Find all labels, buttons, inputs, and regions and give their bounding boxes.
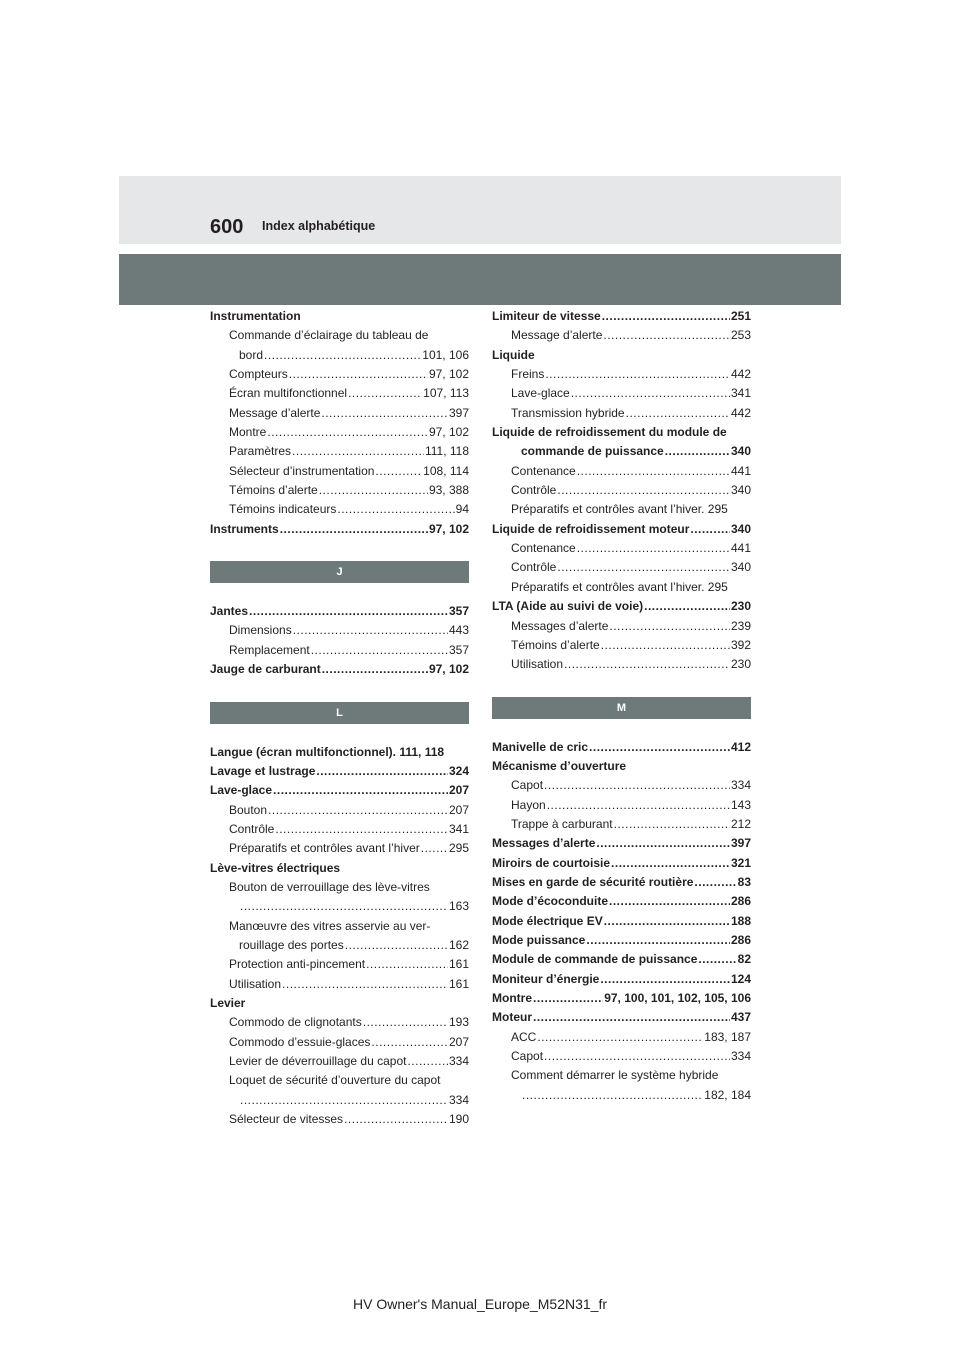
index-entry-pages: 161 xyxy=(448,957,469,972)
index-entry-term: Lave-glace xyxy=(511,386,570,401)
index-entry xyxy=(210,500,469,519)
index-entry xyxy=(210,307,469,326)
index-entry xyxy=(210,1033,469,1052)
index-entry-term: Levier xyxy=(210,995,246,1010)
index-entry xyxy=(210,994,469,1013)
dot-leader xyxy=(609,892,730,911)
index-entry xyxy=(492,481,751,500)
index-entry xyxy=(492,776,751,795)
dot-leader xyxy=(537,1028,703,1047)
index-entry-term: Module de commande de puissance xyxy=(492,952,698,967)
section-gap xyxy=(210,680,469,702)
index-entry-pages: 94 xyxy=(455,502,469,517)
index-entry xyxy=(210,442,469,461)
index-entry-term: Témoins d’alerte xyxy=(229,483,318,498)
dot-leader xyxy=(311,641,448,660)
index-entry-term: Liquide xyxy=(492,347,535,362)
index-entry-pages: 190 xyxy=(448,1112,469,1127)
index-column-left xyxy=(210,307,469,1129)
index-entry-pages: 334 xyxy=(448,1092,469,1107)
section-gap xyxy=(210,724,469,743)
dot-leader xyxy=(322,660,428,679)
index-entry-term: Manivelle de cric xyxy=(492,739,589,754)
index-entry-term: Capot xyxy=(511,1049,544,1064)
index-entry xyxy=(210,326,469,345)
dot-leader xyxy=(533,1008,730,1027)
index-entry xyxy=(210,641,469,660)
index-entry-term: Sélecteur d’instrumentation xyxy=(229,463,375,478)
dot-leader xyxy=(371,1033,448,1052)
index-entry-pages: 161 xyxy=(448,976,469,991)
dot-leader xyxy=(609,617,730,636)
index-entry-term: Miroirs de courtoisie xyxy=(492,855,611,870)
index-entry-pages: 286 xyxy=(730,932,751,947)
index-entry-term: Langue (écran multifonctionnel). 111, 118 xyxy=(210,744,445,759)
dot-leader xyxy=(690,520,730,539)
index-entry xyxy=(492,931,751,950)
index-entry-pages: 397 xyxy=(448,405,469,420)
dot-leader xyxy=(267,423,428,442)
index-entry xyxy=(492,384,751,403)
index-entry xyxy=(492,796,751,815)
index-entry xyxy=(492,757,751,776)
index-entry-pages: 97, 102 xyxy=(428,521,469,536)
index-entry-term: Lave-glace xyxy=(210,783,273,798)
index-entry-term: LTA (Aide au suivi de voie) xyxy=(492,599,644,614)
index-entry-term: Liquide de refroidissement moteur xyxy=(492,521,690,536)
index-entry xyxy=(492,500,751,519)
index-entry-pages: 107, 113 xyxy=(423,386,469,401)
index-entry-term: Sélecteur de vitesses xyxy=(229,1112,344,1127)
dot-leader xyxy=(547,796,730,815)
index-entry xyxy=(210,423,469,442)
dot-leader xyxy=(344,1110,448,1129)
index-entry-pages: 207 xyxy=(448,1034,469,1049)
dot-leader xyxy=(577,539,730,558)
dot-leader xyxy=(275,820,448,839)
section-gap xyxy=(210,583,469,602)
dot-leader xyxy=(694,873,736,892)
index-entry-pages: 321 xyxy=(730,855,751,870)
index-entry xyxy=(492,834,751,853)
dot-leader xyxy=(626,404,730,423)
index-entry-term: Jauge de carburant xyxy=(210,662,321,677)
index-entry xyxy=(210,839,469,858)
index-entry-pages: 93, 388 xyxy=(428,483,469,498)
index-entry-term: Préparatifs et contrôles avant l’hiver. 295 xyxy=(511,502,728,517)
dot-leader xyxy=(644,597,730,616)
index-entry-term: Paramètres xyxy=(229,444,292,459)
index-entry-term: Contenance xyxy=(511,463,576,478)
index-entry-pages: 412 xyxy=(730,739,751,754)
index-column-right xyxy=(492,307,751,1105)
index-entry-pages: 397 xyxy=(730,836,751,851)
index-entry-term: ACC xyxy=(511,1029,537,1044)
index-entry xyxy=(210,462,469,481)
index-entry xyxy=(210,801,469,820)
index-entry-term: Mises en garde de sécurité routière xyxy=(492,874,694,889)
index-entry xyxy=(492,617,751,636)
index-entry-term: Mode électrique EV xyxy=(492,913,603,928)
index-entry xyxy=(210,384,469,403)
index-entry-term: commande de puissance xyxy=(521,444,664,459)
index-entry-pages: 162 xyxy=(448,937,469,952)
index-entry xyxy=(492,636,751,655)
section-gap xyxy=(492,675,751,697)
dot-leader xyxy=(544,1047,730,1066)
index-entry xyxy=(492,912,751,931)
dot-leader xyxy=(240,897,448,916)
index-entry-term: Transmission hybride xyxy=(511,405,625,420)
index-entry-pages: 207 xyxy=(448,802,469,817)
index-entry-term: bord xyxy=(239,347,264,362)
dot-leader xyxy=(596,834,730,853)
index-entry xyxy=(492,346,751,365)
index-entry xyxy=(210,602,469,621)
index-entry-pages: 392 xyxy=(730,637,751,652)
index-entry-term: Préparatifs et contrôles avant l’hiver xyxy=(229,841,420,856)
index-entry-term: Mode d’écoconduite xyxy=(492,894,609,909)
index-entry xyxy=(492,442,751,461)
index-entry-term: Comment démarrer le système hybride xyxy=(511,1068,719,1083)
index-entry-term: Loquet de sécurité d’ouverture du capot xyxy=(229,1073,441,1088)
index-entry-term: Instrumentation xyxy=(210,309,301,323)
dot-leader xyxy=(604,912,730,931)
index-entry-term: Levier de déverrouillage du capot xyxy=(229,1054,407,1068)
index-entry xyxy=(210,878,469,897)
dot-leader xyxy=(292,442,424,461)
index-entry xyxy=(492,520,751,539)
index-entry-pages: 212 xyxy=(730,816,751,831)
dot-leader xyxy=(337,500,454,519)
index-entry-term: Messages d’alerte xyxy=(492,836,596,851)
index-entry xyxy=(210,346,469,365)
dot-leader xyxy=(264,346,421,365)
index-entry xyxy=(492,892,751,911)
index-entry xyxy=(492,1047,751,1066)
index-entry-term: Lève-vitres électriques xyxy=(210,860,341,875)
index-entry xyxy=(210,1091,469,1110)
dot-leader xyxy=(601,636,730,655)
letter-section-header: M xyxy=(492,697,751,719)
index-entry xyxy=(492,404,751,423)
index-entry-pages: 340 xyxy=(730,521,751,536)
letter-section-header: J xyxy=(210,561,469,583)
index-entry-term: Mode puissance xyxy=(492,932,586,947)
dot-leader xyxy=(321,404,448,423)
index-entry xyxy=(492,1086,751,1105)
dot-leader xyxy=(614,815,730,834)
dot-leader xyxy=(545,365,730,384)
index-entry-pages: 443 xyxy=(448,623,469,638)
index-entry xyxy=(210,781,469,800)
index-entry xyxy=(492,738,751,757)
dot-leader xyxy=(345,936,448,955)
index-entry-term: Instruments xyxy=(210,521,279,536)
dot-leader xyxy=(557,481,730,500)
index-entry-pages: 442 xyxy=(730,367,751,382)
index-entry xyxy=(210,481,469,500)
index-entry-term: Jantes xyxy=(210,604,249,619)
dot-leader xyxy=(698,950,736,969)
index-entry xyxy=(210,743,469,762)
index-entry xyxy=(492,1008,751,1027)
index-entry xyxy=(492,1066,751,1085)
index-entry xyxy=(210,1110,469,1129)
index-entry-pages: 83 xyxy=(737,874,751,889)
index-entry-pages: 340 xyxy=(730,483,751,498)
index-entry-pages: 124 xyxy=(730,971,751,986)
index-entry-pages: 82 xyxy=(737,952,751,967)
index-entry xyxy=(492,655,751,674)
dot-leader xyxy=(375,462,422,481)
index-entry xyxy=(210,859,469,878)
index-entry-pages: 442 xyxy=(730,405,751,420)
dot-leader xyxy=(319,481,428,500)
index-entry-pages: 230 xyxy=(730,599,751,614)
index-entry-term: Dimensions xyxy=(229,623,292,638)
dot-leader xyxy=(249,602,448,621)
index-entry xyxy=(210,520,469,539)
index-entry xyxy=(492,989,751,1008)
index-entry xyxy=(210,621,469,640)
index-entry-term: Montre xyxy=(229,425,267,440)
dot-leader xyxy=(289,365,428,384)
index-entry-pages: 251 xyxy=(730,309,751,323)
dot-leader xyxy=(363,1013,448,1032)
index-entry-term: Commodo d’essuie-glaces xyxy=(229,1034,371,1049)
dot-leader xyxy=(366,955,448,974)
index-entry-term: Liquide de refroidissement du module de xyxy=(492,425,727,440)
index-entry xyxy=(492,307,751,326)
dot-leader xyxy=(421,839,448,858)
index-entry xyxy=(492,423,751,442)
dot-leader xyxy=(522,1086,703,1105)
index-entry-term: Bouton de verrouillage des lève-vitres xyxy=(229,879,430,894)
index-entry xyxy=(210,955,469,974)
index-entry-term: Contrôle xyxy=(229,821,275,836)
dot-leader xyxy=(603,326,730,345)
dot-leader xyxy=(293,621,448,640)
index-entry-pages: 97, 100, 101, 102, 105, 106 xyxy=(604,991,751,1005)
index-entry-pages: 97, 102 xyxy=(428,425,469,440)
index-entry xyxy=(492,365,751,384)
index-entry xyxy=(210,1052,469,1071)
section-title: Index alphabétique xyxy=(262,219,376,233)
index-entry-term: Témoins d’alerte xyxy=(511,637,600,652)
dot-leader xyxy=(280,520,428,539)
index-entry-pages: 183, 187 xyxy=(704,1029,751,1044)
letter-section-header: L xyxy=(210,702,469,724)
index-entry xyxy=(210,917,469,936)
index-entry-term: Hayon xyxy=(511,797,546,812)
index-entry-pages: 163 xyxy=(448,899,469,914)
index-entry-pages: 340 xyxy=(730,560,751,575)
index-entry xyxy=(210,1013,469,1032)
index-entry xyxy=(492,970,751,989)
index-entry xyxy=(210,365,469,384)
index-entry-term: Contrôle xyxy=(511,483,557,498)
index-entry-term: Moteur xyxy=(492,1010,532,1025)
index-entry-pages: 295 xyxy=(448,841,469,856)
index-entry xyxy=(492,597,751,616)
dot-leader xyxy=(589,738,730,757)
index-entry-pages: 357 xyxy=(448,604,469,619)
index-entry-pages: 334 xyxy=(448,1054,469,1068)
index-entry-pages: 143 xyxy=(730,797,751,812)
index-entry xyxy=(210,897,469,916)
dot-leader xyxy=(602,307,730,326)
dot-leader xyxy=(282,975,448,994)
index-entry-pages: 341 xyxy=(730,386,751,401)
index-entry-pages: 334 xyxy=(730,1049,751,1064)
index-entry-term: Trappe à carburant xyxy=(511,816,613,831)
index-entry-term: Montre xyxy=(492,991,532,1005)
dot-leader xyxy=(611,854,730,873)
index-entry xyxy=(492,539,751,558)
index-entry-pages: 437 xyxy=(730,1010,751,1025)
dot-leader xyxy=(544,776,730,795)
index-entry xyxy=(492,462,751,481)
index-entry-term: Protection anti-pincement xyxy=(229,957,366,972)
index-entry-pages: 182, 184 xyxy=(704,1087,751,1102)
page-number: 600 xyxy=(210,216,244,238)
index-entry xyxy=(492,558,751,577)
dot-leader xyxy=(348,384,422,403)
dot-leader xyxy=(316,762,448,781)
index-entry-pages: 111, 118 xyxy=(424,444,469,459)
index-entry xyxy=(210,404,469,423)
index-entry-pages: 286 xyxy=(730,894,751,909)
index-entry xyxy=(210,936,469,955)
index-entry xyxy=(492,854,751,873)
index-entry-term: Freins xyxy=(511,367,545,382)
dot-leader xyxy=(533,989,603,1008)
index-entry-term: Remplacement xyxy=(229,642,310,657)
dot-leader xyxy=(571,384,730,403)
index-entry-term: Utilisation xyxy=(229,976,282,991)
index-entry-term: Préparatifs et contrôles avant l’hiver. 295 xyxy=(511,579,728,594)
index-entry xyxy=(210,975,469,994)
index-entry-pages: 207 xyxy=(448,783,469,798)
index-entry-pages: 239 xyxy=(730,618,751,633)
index-entry-term: Compteurs xyxy=(229,367,288,382)
dot-leader xyxy=(557,558,730,577)
dot-leader xyxy=(665,442,730,461)
index-entry-term: Utilisation xyxy=(511,657,564,672)
index-entry xyxy=(492,815,751,834)
index-entry xyxy=(492,578,751,597)
index-entry-term: Contenance xyxy=(511,541,576,556)
index-entry-pages: 193 xyxy=(448,1015,469,1030)
dot-leader xyxy=(407,1052,448,1071)
index-entry-pages: 97, 102 xyxy=(428,367,469,382)
index-entry-term: Moniteur d’énergie xyxy=(492,971,600,986)
index-entry-term: Mécanisme d’ouverture xyxy=(492,758,627,773)
index-entry-term: Message d’alerte xyxy=(229,405,321,420)
dot-leader xyxy=(586,931,730,950)
index-entry-term: Témoins indicateurs xyxy=(229,502,337,517)
index-entry-term: Limiteur de vitesse xyxy=(492,309,601,323)
dot-leader xyxy=(577,462,730,481)
index-entry xyxy=(210,762,469,781)
index-entry-term: rouillage des portes xyxy=(239,937,344,952)
index-entry-pages: 324 xyxy=(448,763,469,778)
footer-manual-id: HV Owner's Manual_Europe_M52N31_fr xyxy=(352,1296,608,1312)
index-entry xyxy=(492,873,751,892)
index-entry xyxy=(210,820,469,839)
index-entry-pages: 334 xyxy=(730,778,751,793)
index-entry-pages: 253 xyxy=(730,328,751,343)
index-entry-pages: 101, 106 xyxy=(422,347,469,362)
index-entry-term: Contrôle xyxy=(511,560,557,575)
dot-leader xyxy=(564,655,730,674)
index-entry-pages: 357 xyxy=(448,642,469,657)
index-entry-term: Commodo de clignotants xyxy=(229,1015,362,1030)
index-entry-term: Commande d’éclairage du tableau de xyxy=(229,328,429,343)
section-gap xyxy=(210,539,469,561)
header-dark-band xyxy=(119,254,841,305)
index-entry xyxy=(210,660,469,679)
index-entry-term: Lavage et lustrage xyxy=(210,763,316,778)
index-entry-term: Message d’alerte xyxy=(511,328,603,343)
dot-leader xyxy=(600,970,730,989)
index-entry-pages: 108, 114 xyxy=(423,463,469,478)
index-entry-pages: 230 xyxy=(730,657,751,672)
index-entry-pages: 441 xyxy=(730,541,751,556)
dot-leader xyxy=(268,801,448,820)
dot-leader xyxy=(240,1091,448,1110)
index-entry-term: Écran multifonctionnel xyxy=(229,386,348,401)
index-entry-pages: 97, 102 xyxy=(428,662,469,677)
index-entry-term: Messages d’alerte xyxy=(511,618,609,633)
index-entry-term: Bouton xyxy=(229,802,268,817)
section-gap xyxy=(492,719,751,738)
index-entry-pages: 441 xyxy=(730,463,751,478)
index-entry xyxy=(492,1028,751,1047)
index-entry xyxy=(492,950,751,969)
index-entry-pages: 188 xyxy=(730,913,751,928)
index-entry-term: Manœuvre des vitres asservie au ver- xyxy=(229,918,431,933)
dot-leader xyxy=(273,781,448,800)
index-entry xyxy=(492,326,751,345)
index-entry-pages: 340 xyxy=(730,444,751,459)
index-entry-pages: 341 xyxy=(448,821,469,836)
index-entry-term: Capot xyxy=(511,778,544,793)
index-entry xyxy=(210,1071,469,1090)
